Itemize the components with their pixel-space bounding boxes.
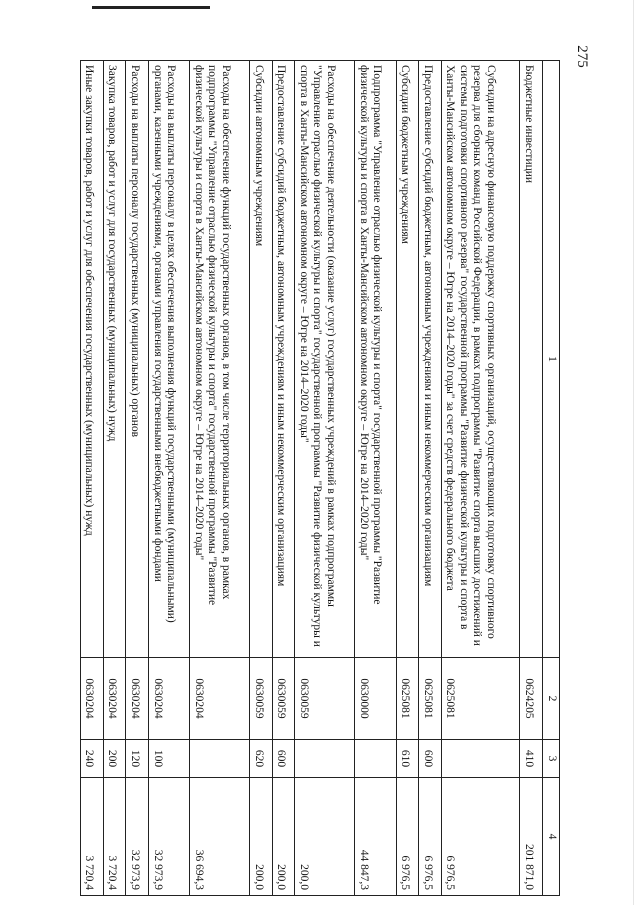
row-amount: 3 720,4 [81, 778, 104, 896]
row-code: 0630059 [295, 658, 355, 740]
row-description: Расходы на обеспечение функций государственных органов, в том числе территориальных органов, в рамках подпрограммы "Управление отраслью физической культуры и спорта" государственной программы "Развитие физической культуры и спорта в Ханты-Мансийском автономном округе – Югре на 2014–2020 годы" [190, 61, 250, 658]
row-expense-type: 610 [396, 740, 419, 778]
budget-table-container [80, 60, 560, 895]
row-description: Подпрограмма "Управление отраслью физической культуры и спорта" государственной программы "Развитие физической культуры и спорта в Ханты-Мансийском автономном округе – Югре на 2014–2020 годы" [355, 61, 396, 658]
table-row [355, 61, 396, 896]
row-code: 0630000 [355, 658, 396, 740]
row-amount: 6 976,5 [396, 778, 419, 896]
row-code: 0625081 [441, 658, 519, 740]
row-expense-type: 620 [250, 740, 273, 778]
row-expense-type [355, 740, 396, 778]
row-amount: 3 720,4 [103, 778, 126, 896]
row-description: Расходы на выплаты персоналу в целях обеспечения выполнения функций государственными (муниципальными) органами, казенными учреждениями, органами управления государственными внебюджетными фондами [149, 61, 190, 658]
row-amount: 6 976,5 [419, 778, 442, 896]
row-code: 0630204 [81, 658, 104, 740]
table-header-row [543, 61, 560, 896]
row-code: 0630204 [103, 658, 126, 740]
row-expense-type: 410 [520, 740, 543, 778]
row-amount: 6 976,5 [441, 778, 519, 896]
row-expense-type: 200 [103, 740, 126, 778]
row-code: 0625081 [396, 658, 419, 740]
row-code: 0630059 [272, 658, 295, 740]
row-expense-type [190, 740, 250, 778]
row-amount: 32 973,9 [126, 778, 149, 896]
header-cell: 4 [543, 778, 560, 896]
row-description: Субсидии бюджетным учреждениям [396, 61, 419, 658]
row-amount: 201 871,0 [520, 778, 543, 896]
row-code: 0630204 [190, 658, 250, 740]
row-expense-type [295, 740, 355, 778]
row-amount: 44 847,3 [355, 778, 396, 896]
row-expense-type: 600 [272, 740, 295, 778]
row-description: Субсидии на адресную финансовую поддержку спортивных организаций, осуществляющих подготовку спортивного резерва для сборных команд Российской Федерации, в рамках подпрограммы "Развитие спорта высших достижений и системы подготовки спортивного резерва" государственной программы "Развитие физической культуры и спорта в Ханты-Мансийском автономном округе – Югре на 2014–2020 годы" за счет средств федерального бюджета [441, 61, 519, 658]
row-amount: 200,0 [295, 778, 355, 896]
table-row [295, 61, 355, 896]
row-amount: 32 973,9 [149, 778, 190, 896]
row-description: Расходы на выплаты персоналу государственных (муниципальных) органов [126, 61, 149, 658]
table-row [126, 61, 149, 896]
table-row [250, 61, 273, 896]
header-cell: 2 [543, 658, 560, 740]
table-row [520, 61, 543, 896]
row-description: Субсидии автономным учреждениям [250, 61, 273, 658]
row-expense-type: 120 [126, 740, 149, 778]
row-description: Расходы на обеспечение деятельности (оказание услуг) государственных учреждений в рамках подпрограммы "Управление отраслью физической культуры и спорта" государственной программы "Развитие физической культуры и спорта в Ханты-Мансийском автономном округе – Югре на 2014–2020 годы" [295, 61, 355, 658]
row-expense-type: 240 [81, 740, 104, 778]
row-code: 0630204 [126, 658, 149, 740]
row-amount: 200,0 [250, 778, 273, 896]
table-row [419, 61, 442, 896]
table-row [103, 61, 126, 896]
table-row [272, 61, 295, 896]
row-expense-type [441, 740, 519, 778]
row-code: 0630204 [149, 658, 190, 740]
header-cell: 1 [543, 61, 560, 658]
table-row [149, 61, 190, 896]
top-rule [92, 6, 210, 9]
row-description: Предоставление субсидий бюджетным, автономным учреждениям и иным некоммерческим организациям [419, 61, 442, 658]
row-code: 0624205 [520, 658, 543, 740]
row-description: Предоставление субсидий бюджетным, автономным учреждениям и иным некоммерческим организациям [272, 61, 295, 658]
page-number: 275 [573, 45, 590, 68]
row-description: Иные закупки товаров, работ и услуг для обеспечения государственных (муниципальных) нужд [81, 61, 104, 658]
table-row [190, 61, 250, 896]
row-code: 0630059 [250, 658, 273, 740]
header-cell: 3 [543, 740, 560, 778]
rotated-table-frame [80, 60, 560, 895]
table-row [81, 61, 104, 896]
table-row [396, 61, 419, 896]
row-amount: 36 694,3 [190, 778, 250, 896]
row-expense-type: 100 [149, 740, 190, 778]
scan-edge [633, 0, 634, 905]
row-description: Закупка товаров, работ и услуг для государственных (муниципальных) нужд [103, 61, 126, 658]
row-expense-type: 600 [419, 740, 442, 778]
budget-table [80, 60, 560, 896]
row-description: Бюджетные инвестиции [520, 61, 543, 658]
row-code: 0625081 [419, 658, 442, 740]
table-row [441, 61, 519, 896]
row-amount: 200,0 [272, 778, 295, 896]
